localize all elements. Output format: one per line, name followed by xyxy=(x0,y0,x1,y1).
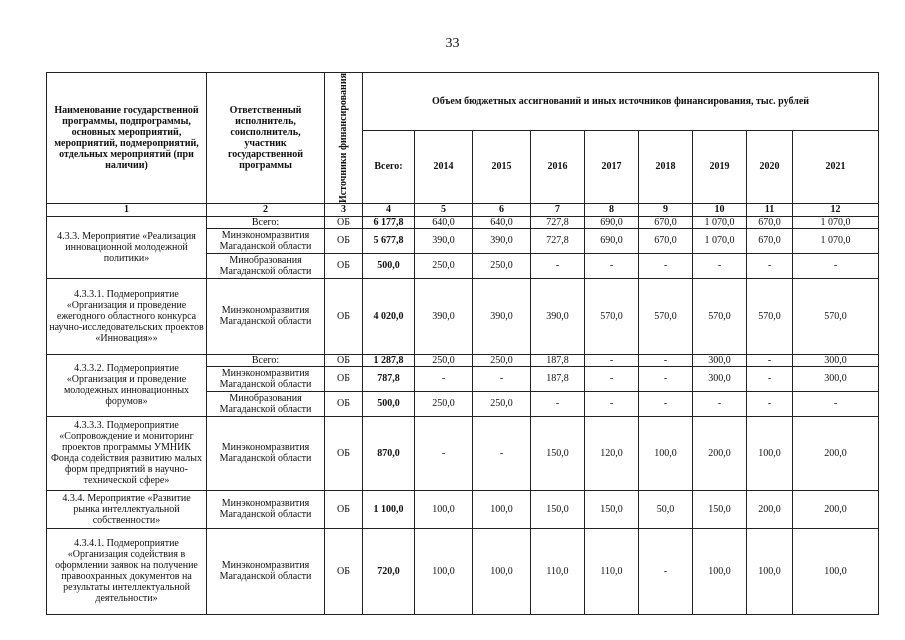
header-year: 2017 xyxy=(585,130,639,203)
year-value-cell: 390,0 xyxy=(473,228,531,253)
year-value-cell: 570,0 xyxy=(793,278,879,354)
year-value-cell: - xyxy=(793,391,879,416)
year-value-cell: 150,0 xyxy=(531,416,585,490)
column-number: 4 xyxy=(363,203,415,216)
program-name: 4.3.3. Мероприятие «Реализация инновационной молодежной политики» xyxy=(47,216,207,278)
year-value-cell: 570,0 xyxy=(585,278,639,354)
year-value-cell: 300,0 xyxy=(793,366,879,391)
year-value-cell: 727,8 xyxy=(531,216,585,228)
program-name: 4.3.4. Мероприятие «Развитие рынка интеллектуальной собственности» xyxy=(47,490,207,528)
executor-cell: Минэкономразвития Магаданской области xyxy=(207,490,325,528)
year-value-cell: 1 070,0 xyxy=(693,216,747,228)
year-value-cell: 570,0 xyxy=(747,278,793,354)
executor-cell: Минобразования Магаданской области xyxy=(207,253,325,278)
year-value-cell: 100,0 xyxy=(639,416,693,490)
column-number: 8 xyxy=(585,203,639,216)
year-value-cell: 200,0 xyxy=(793,490,879,528)
year-value-cell: 100,0 xyxy=(415,490,473,528)
year-value-cell: - xyxy=(473,416,531,490)
column-number: 10 xyxy=(693,203,747,216)
column-number: 11 xyxy=(747,203,793,216)
total-cell: 1 287,8 xyxy=(363,354,415,366)
executor-cell: Всего: xyxy=(207,216,325,228)
header-year: 2018 xyxy=(639,130,693,203)
year-value-cell: 100,0 xyxy=(793,528,879,614)
source-cell: ОБ xyxy=(325,278,363,354)
source-cell: ОБ xyxy=(325,354,363,366)
column-number: 1 xyxy=(47,203,207,216)
source-cell: ОБ xyxy=(325,391,363,416)
year-value-cell: 690,0 xyxy=(585,228,639,253)
year-value-cell: - xyxy=(747,391,793,416)
header-year: 2021 xyxy=(793,130,879,203)
total-cell: 787,8 xyxy=(363,366,415,391)
column-number: 6 xyxy=(473,203,531,216)
total-cell: 500,0 xyxy=(363,253,415,278)
table-row xyxy=(47,528,879,614)
year-value-cell: 200,0 xyxy=(747,490,793,528)
source-cell: ОБ xyxy=(325,216,363,228)
year-value-cell: 150,0 xyxy=(693,490,747,528)
year-value-cell: 570,0 xyxy=(639,278,693,354)
year-value-cell: 690,0 xyxy=(585,216,639,228)
year-value-cell: - xyxy=(693,253,747,278)
table-row xyxy=(47,216,879,228)
budget-table xyxy=(46,72,879,615)
year-value-cell: 390,0 xyxy=(473,278,531,354)
header-year: 2020 xyxy=(747,130,793,203)
executor-cell: Минэкономразвития Магаданской области xyxy=(207,278,325,354)
year-value-cell: 1 070,0 xyxy=(693,228,747,253)
year-value-cell: 250,0 xyxy=(473,354,531,366)
table-row xyxy=(47,354,879,366)
header-year: 2014 xyxy=(415,130,473,203)
total-cell: 720,0 xyxy=(363,528,415,614)
year-value-cell: - xyxy=(473,366,531,391)
year-value-cell: - xyxy=(415,366,473,391)
source-cell: ОБ xyxy=(325,490,363,528)
header-source-label: Источники финансирования xyxy=(338,73,349,203)
total-cell: 1 100,0 xyxy=(363,490,415,528)
year-value-cell: 1 070,0 xyxy=(793,228,879,253)
year-value-cell: - xyxy=(585,366,639,391)
program-name: 4.3.3.2. Подмероприятие «Организация и проведение молодежных инновационных форумов» xyxy=(47,354,207,416)
header-total: Всего: xyxy=(363,130,415,203)
year-value-cell: - xyxy=(415,416,473,490)
year-value-cell: 187,8 xyxy=(531,354,585,366)
year-value-cell: 50,0 xyxy=(639,490,693,528)
year-value-cell: 670,0 xyxy=(747,216,793,228)
year-value-cell: 200,0 xyxy=(693,416,747,490)
column-number: 5 xyxy=(415,203,473,216)
year-value-cell: - xyxy=(531,391,585,416)
year-value-cell: 570,0 xyxy=(693,278,747,354)
table-body xyxy=(47,216,879,614)
year-value-cell: 300,0 xyxy=(793,354,879,366)
column-number: 7 xyxy=(531,203,585,216)
total-cell: 6 177,8 xyxy=(363,216,415,228)
column-number: 2 xyxy=(207,203,325,216)
year-value-cell: 390,0 xyxy=(415,228,473,253)
year-value-cell: 670,0 xyxy=(639,216,693,228)
page-number: 33 xyxy=(445,36,460,51)
column-number: 9 xyxy=(639,203,693,216)
year-value-cell: - xyxy=(585,253,639,278)
year-value-cell: 727,8 xyxy=(531,228,585,253)
year-value-cell: 250,0 xyxy=(415,354,473,366)
year-value-cell: 100,0 xyxy=(693,528,747,614)
year-value-cell: - xyxy=(585,354,639,366)
source-cell: ОБ xyxy=(325,228,363,253)
year-value-cell: - xyxy=(639,366,693,391)
year-value-cell: 100,0 xyxy=(473,490,531,528)
table-row xyxy=(47,278,879,354)
year-value-cell: 250,0 xyxy=(415,391,473,416)
year-value-cell: 110,0 xyxy=(531,528,585,614)
year-value-cell: 250,0 xyxy=(473,253,531,278)
year-value-cell: 100,0 xyxy=(747,416,793,490)
header-executor: Ответственный исполнитель, соисполнитель, участник государственной программы xyxy=(207,73,325,204)
year-value-cell: - xyxy=(585,391,639,416)
header-year: 2019 xyxy=(693,130,747,203)
year-value-cell: - xyxy=(639,528,693,614)
source-cell: ОБ xyxy=(325,253,363,278)
total-cell: 4 020,0 xyxy=(363,278,415,354)
year-value-cell: 100,0 xyxy=(473,528,531,614)
executor-cell: Минэкономразвития Магаданской области xyxy=(207,366,325,391)
header-year: 2015 xyxy=(473,130,531,203)
year-value-cell: - xyxy=(747,354,793,366)
executor-cell: Минэкономразвития Магаданской области xyxy=(207,416,325,490)
year-value-cell: 1 070,0 xyxy=(793,216,879,228)
executor-cell: Всего: xyxy=(207,354,325,366)
column-number: 12 xyxy=(793,203,879,216)
year-value-cell: - xyxy=(639,253,693,278)
table-row xyxy=(47,416,879,490)
year-value-cell: 250,0 xyxy=(473,391,531,416)
executor-cell: Минэкономразвития Магаданской области xyxy=(207,228,325,253)
year-value-cell: - xyxy=(747,366,793,391)
total-cell: 870,0 xyxy=(363,416,415,490)
program-name: 4.3.4.1. Подмероприятие «Организация содействия в оформлении заявок на получение правоохранных документов на результаты интеллектуальной деятельности» xyxy=(47,528,207,614)
year-value-cell: 100,0 xyxy=(415,528,473,614)
year-value-cell: - xyxy=(747,253,793,278)
year-value-cell: 150,0 xyxy=(531,490,585,528)
executor-cell: Минэкономразвития Магаданской области xyxy=(207,528,325,614)
year-value-cell: 300,0 xyxy=(693,354,747,366)
program-name: 4.3.3.1. Подмероприятие «Организация и проведение ежегодного областного конкурса научно-исследовательских проектов «Инновация»» xyxy=(47,278,207,354)
year-value-cell: 100,0 xyxy=(747,528,793,614)
header-year: 2016 xyxy=(531,130,585,203)
year-value-cell: 300,0 xyxy=(693,366,747,391)
year-value-cell: - xyxy=(531,253,585,278)
year-value-cell: 390,0 xyxy=(415,278,473,354)
program-name: 4.3.3.3. Подмероприятие «Сопровождение и мониторинг проектов программы УМНИК Фонда содействия развитию малых форм предприятий в научно-технической сфере» xyxy=(47,416,207,490)
year-value-cell: - xyxy=(639,391,693,416)
year-value-cell: 200,0 xyxy=(793,416,879,490)
total-cell: 5 677,8 xyxy=(363,228,415,253)
total-cell: 500,0 xyxy=(363,391,415,416)
year-value-cell: - xyxy=(693,391,747,416)
year-value-cell: 150,0 xyxy=(585,490,639,528)
header-volume: Объем бюджетных ассигнований и иных источников финансирования, тыс. рублей xyxy=(363,73,879,131)
year-value-cell: 640,0 xyxy=(415,216,473,228)
year-value-cell: - xyxy=(793,253,879,278)
year-value-cell: 120,0 xyxy=(585,416,639,490)
header-name: Наименование государственной программы, подпрограммы, основных мероприятий, мероприятий, подмероприятий, отдельных мероприятий (при наличии) xyxy=(47,73,207,204)
column-number: 3 xyxy=(325,203,363,216)
source-cell: ОБ xyxy=(325,416,363,490)
year-value-cell: 390,0 xyxy=(531,278,585,354)
source-cell: ОБ xyxy=(325,528,363,614)
year-value-cell: 250,0 xyxy=(415,253,473,278)
year-value-cell: 187,8 xyxy=(531,366,585,391)
year-value-cell: - xyxy=(639,354,693,366)
year-value-cell: 640,0 xyxy=(473,216,531,228)
header-source xyxy=(325,73,363,204)
year-value-cell: 110,0 xyxy=(585,528,639,614)
year-value-cell: 670,0 xyxy=(639,228,693,253)
year-value-cell: 670,0 xyxy=(747,228,793,253)
source-cell: ОБ xyxy=(325,366,363,391)
table-row xyxy=(47,490,879,528)
executor-cell: Минобразования Магаданской области xyxy=(207,391,325,416)
